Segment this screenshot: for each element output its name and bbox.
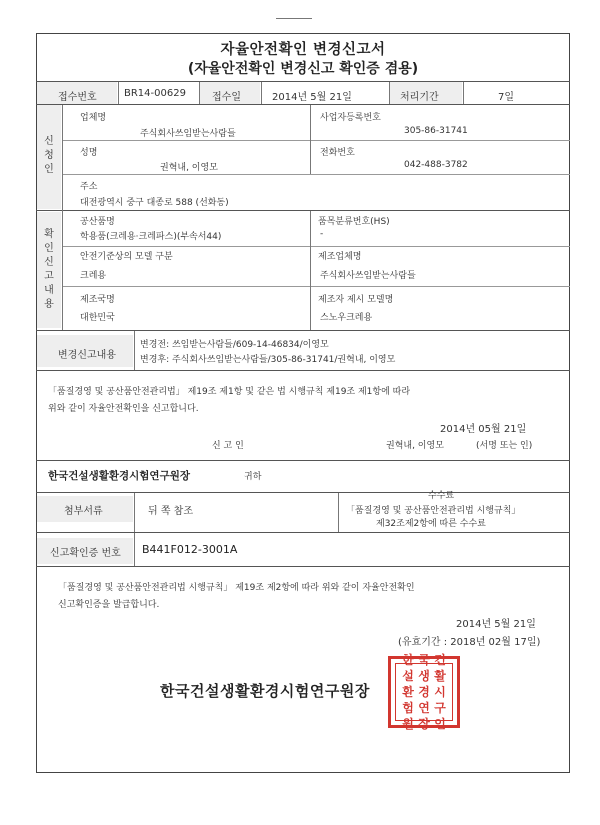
- rule: [62, 105, 63, 330]
- bizno-label: 사업자등록번호: [320, 113, 381, 123]
- country-value: 대한민국: [80, 313, 115, 323]
- seal-character: 인: [434, 717, 446, 731]
- attach-label: 첨부서류: [64, 506, 103, 517]
- issuance-line2: 신고확인증을 발급합니다.: [58, 600, 160, 610]
- maker-label: 제조업체명: [318, 252, 362, 262]
- name-value: 권혁내, 이영모: [160, 163, 218, 173]
- seal-character: 국: [418, 653, 430, 667]
- declaration-line1: 「품질경영 및 공산품안전관리법」 제19조 제1항 및 같은 법 시행규칙 제19조 제1항에 따라: [48, 387, 411, 397]
- issuance-line1: 「품질경영 및 공산품안전관리법 시행규칙」 제19조 제2항에 따라 위와 같이 자율안전확인: [58, 583, 415, 593]
- rule: [310, 211, 311, 330]
- issuance-date: 2014년 5월 21일: [456, 619, 536, 630]
- product-label: 공산품명: [80, 217, 115, 227]
- seal-character: 장: [418, 717, 430, 731]
- rule: [36, 330, 570, 331]
- hs-value: -: [320, 229, 324, 239]
- seal-character: 활: [434, 669, 446, 683]
- maker-model-value: 스노우크레용: [320, 313, 373, 323]
- period-value: 7일: [498, 92, 515, 103]
- maker-model-label: 제조자 제시 모델명: [318, 295, 394, 305]
- fee-line2: 제32조제2항에 따른 수수료: [376, 519, 486, 529]
- model-value: 크레용: [80, 271, 107, 281]
- page-title: 자율안전확인 변경신고서: [220, 42, 386, 58]
- seal-character: 원: [402, 717, 414, 731]
- seal-character: 시: [434, 685, 446, 699]
- change-before: 변경전: 쓰임받는사람들/609-14-46834/이영모: [140, 340, 329, 350]
- rule: [389, 82, 390, 104]
- rule: [310, 105, 311, 174]
- rule: [338, 493, 339, 532]
- rule: [134, 533, 135, 566]
- rule: [134, 493, 135, 532]
- rule: [261, 82, 262, 104]
- rule: [463, 82, 464, 104]
- rule: [62, 286, 570, 287]
- fee-line1: 「품질경영 및 공산품안전관리법 시행규칙」: [346, 506, 521, 516]
- rule: [36, 532, 570, 533]
- seal-character: 한: [402, 653, 414, 667]
- address-label: 주소: [80, 182, 98, 192]
- address-value: 대전광역시 중구 대종로 588 (선화동): [80, 198, 229, 208]
- page-subtitle: (자율안전확인 변경신고 확인증 겸용): [187, 61, 419, 77]
- rule: [36, 370, 570, 371]
- declaration-line2: 위와 같이 자율안전확인을 신고합니다.: [48, 404, 199, 414]
- hs-label: 품목분류번호(HS): [318, 217, 390, 227]
- rule: [36, 492, 570, 493]
- rule: [62, 246, 570, 247]
- issuer-org: 한국건설생활환경시험연구원장: [160, 682, 370, 700]
- company-value: 주식회사쓰임받는사람들: [140, 129, 236, 139]
- validity: (유효기간 : 2018년 02월 17일): [398, 637, 541, 648]
- cert-value: B441F012-3001A: [142, 543, 238, 556]
- rule: [36, 210, 570, 211]
- bizno-value: 305-86-31741: [404, 126, 468, 136]
- change-label: 변경신고내용: [58, 350, 116, 361]
- phone-value: 042-488-3782: [404, 160, 468, 170]
- rule: [62, 174, 570, 175]
- seal-character: 연: [418, 701, 430, 715]
- rule: [118, 82, 119, 104]
- cert-label: 신고확인증 번호: [50, 548, 121, 559]
- rule: [36, 566, 570, 567]
- addressee-org: 한국건설생활환경시험연구원장: [48, 470, 191, 482]
- rule: [62, 140, 570, 141]
- top-mark: [276, 18, 312, 19]
- seal-character: 설: [402, 669, 414, 683]
- receipt-date-label: 접수일: [212, 92, 241, 103]
- official-seal: [388, 653, 460, 731]
- rule: [199, 82, 200, 104]
- period-label: 처리기간: [400, 92, 439, 103]
- declarant-label: 신 고 인: [212, 441, 244, 451]
- rule: [36, 81, 570, 82]
- seal-character: 구: [434, 701, 446, 715]
- seal-character: 험: [402, 701, 414, 715]
- company-label: 업체명: [80, 113, 107, 123]
- phone-label: 전화번호: [320, 148, 355, 158]
- maker-value: 주식회사쓰임받는사람들: [320, 271, 416, 281]
- change-after: 변경후: 주식회사쓰임받는사람들/305-86-31741/권혁내, 이영모: [140, 355, 396, 365]
- country-label: 제조국명: [80, 295, 115, 305]
- receipt-date-value: 2014년 5월 21일: [272, 92, 352, 103]
- details-section-label: 확인신고내용: [44, 229, 54, 310]
- seal-character: 환: [402, 685, 414, 699]
- seal-character: 건: [434, 653, 446, 667]
- fee-label: 수수료: [428, 491, 455, 501]
- declaration-date: 2014년 05월 21일: [440, 424, 527, 435]
- seal-character: 경: [418, 685, 430, 699]
- product-value: 학용품(크레용·크레파스)(부속서44): [80, 232, 222, 242]
- addressee-suffix: 귀하: [244, 472, 262, 482]
- name-label: 성명: [80, 148, 98, 158]
- model-label: 안전기준상의 모델 구분: [80, 252, 173, 262]
- rule: [36, 104, 570, 105]
- seal-character: 생: [418, 669, 430, 683]
- receipt-no-label: 접수번호: [58, 92, 97, 103]
- attach-value: 뒤 쪽 참조: [148, 506, 193, 517]
- rule: [36, 460, 570, 461]
- rule: [134, 331, 135, 370]
- declarant-value: 권혁내, 이영모: [386, 441, 444, 451]
- applicant-section-label: 신청인: [44, 136, 54, 175]
- sign-note: (서명 또는 인): [476, 441, 533, 451]
- receipt-no-value: BR14-00629: [124, 88, 186, 99]
